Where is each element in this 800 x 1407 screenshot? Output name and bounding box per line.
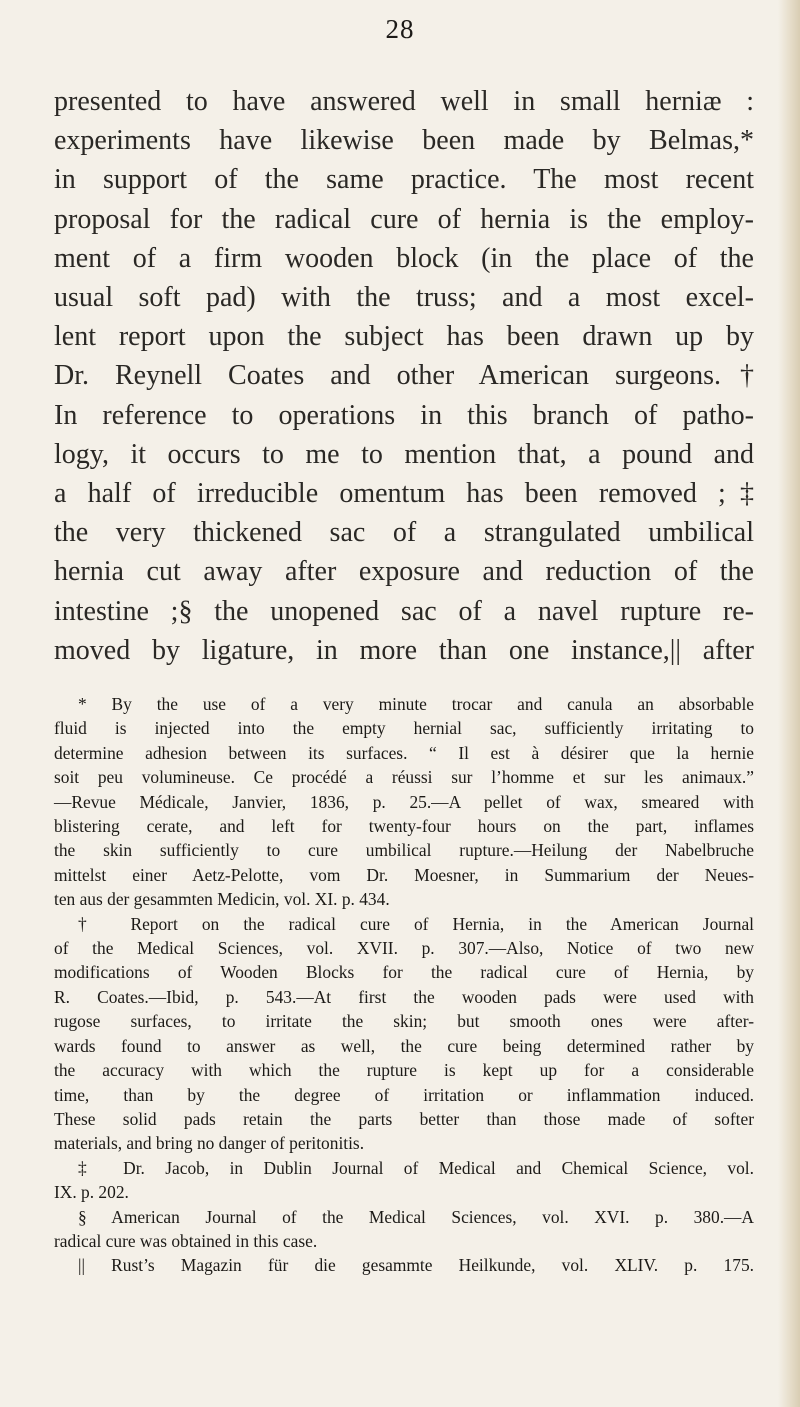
footnote-line: radical cure was obtained in this case. <box>54 1230 318 1251</box>
footnote-line: materials, and bring no danger of peritonitis. <box>54 1133 365 1154</box>
body-line: usual soft pad) with the truss; and a most excel- <box>54 282 754 314</box>
body-line: experiments have likewise been made by Belmas,* <box>54 125 754 157</box>
footnote-line: * By the use of a very minute trocar and canula an absorbable <box>78 694 754 714</box>
body-line: proposal for the radical cure of hernia is the employ- <box>54 203 754 235</box>
footnote-line: R. Coates.—Ibid, p. 543.—At first the wooden pads were used with <box>54 986 754 1007</box>
body-line: logy, it occurs to me to mention that, a pound and <box>54 438 754 470</box>
footnote-line: These solid pads retain the parts better than those made of softer <box>54 1108 754 1129</box>
body-line: In reference to operations in this branch of patho- <box>54 399 754 431</box>
body-line: in support of the same practice. The most recent <box>54 164 754 196</box>
body-line: ment of a firm wooden block (in the place of the <box>54 242 754 274</box>
body-line: lent report upon the subject has been drawn up by <box>54 321 754 353</box>
footnote-line: || Rust’s Magazin für die gesammte Heilkunde, vol. XLIV. p. 175. <box>78 1255 754 1276</box>
footnote-line: modifications of Wooden Blocks for the radical cure of Hernia, by <box>54 962 754 983</box>
footnote-line: of the Medical Sciences, vol. XVII. p. 307.—Also, Notice of two new <box>54 938 754 959</box>
footnote-line: rugose surfaces, to irritate the skin; but smooth ones were after- <box>54 1011 754 1032</box>
body-line: presented to have answered well in small herniæ : <box>54 86 754 117</box>
footnote-line: —Revue Médicale, Janvier, 1836, p. 25.—A pellet of wax, smeared with <box>54 791 754 812</box>
body-line: Dr. Reynell Coates and other American surgeons.† <box>54 360 754 392</box>
page-edge-shadow <box>778 0 800 1407</box>
footnote-line: time, than by the degree of irritation or inflammation induced. <box>54 1084 754 1105</box>
footnote-line: the accuracy with which the rupture is kept up for a considerable <box>54 1060 754 1081</box>
footnote-line: determine adhesion between its surfaces. “ Il est à désirer que la hernie <box>54 742 754 763</box>
footnote-line: § American Journal of the Medical Sciences, vol. XVI. p. 380.—A <box>78 1206 754 1227</box>
body-line: the very thickened sac of a strangulated umbilical <box>54 517 754 549</box>
footnote-line: soit peu volumineuse. Ce procédé a réussi sur l’homme et sur les animaux.” <box>54 767 754 788</box>
body-line: a half of irreducible omentum has been removed ;‡ <box>54 478 754 510</box>
body-line: moved by ligature, in more than one instance,|| after <box>54 634 754 666</box>
body-line: intestine ;§ the unopened sac of a navel rupture re- <box>54 595 754 627</box>
page-number: 28 <box>385 14 415 44</box>
footnote-line: wards found to answer as well, the cure being determined rather by <box>54 1035 754 1056</box>
footnote-line: ‡ Dr. Jacob, in Dublin Journal of Medical and Chemical Science, vol. <box>78 1157 754 1178</box>
footnote-line: IX. p. 202. <box>54 1182 129 1203</box>
body-line: hernia cut away after exposure and reduction of the <box>54 556 754 588</box>
body-paragraph <box>54 82 754 670</box>
footnote-line: fluid is injected into the empty hernial sac, sufficiently irritating to <box>54 718 754 739</box>
footnote-line: mittelst einer Aetz-Pelotte, vom Dr. Moesner, in Summarium der Neues- <box>54 864 754 885</box>
footnote-line: the skin sufficiently to cure umbilical rupture.—Heilung der Nabelbruche <box>54 840 754 861</box>
footnote-line: † Report on the radical cure of Hernia, in the American Journal <box>78 913 754 934</box>
footnote-line: blistering cerate, and left for twenty-four hours on the part, inflames <box>54 816 754 837</box>
footnotes <box>54 692 754 1278</box>
footnote-line: ten aus der gesammten Medicin, vol. XI. p. 434. <box>54 889 390 910</box>
